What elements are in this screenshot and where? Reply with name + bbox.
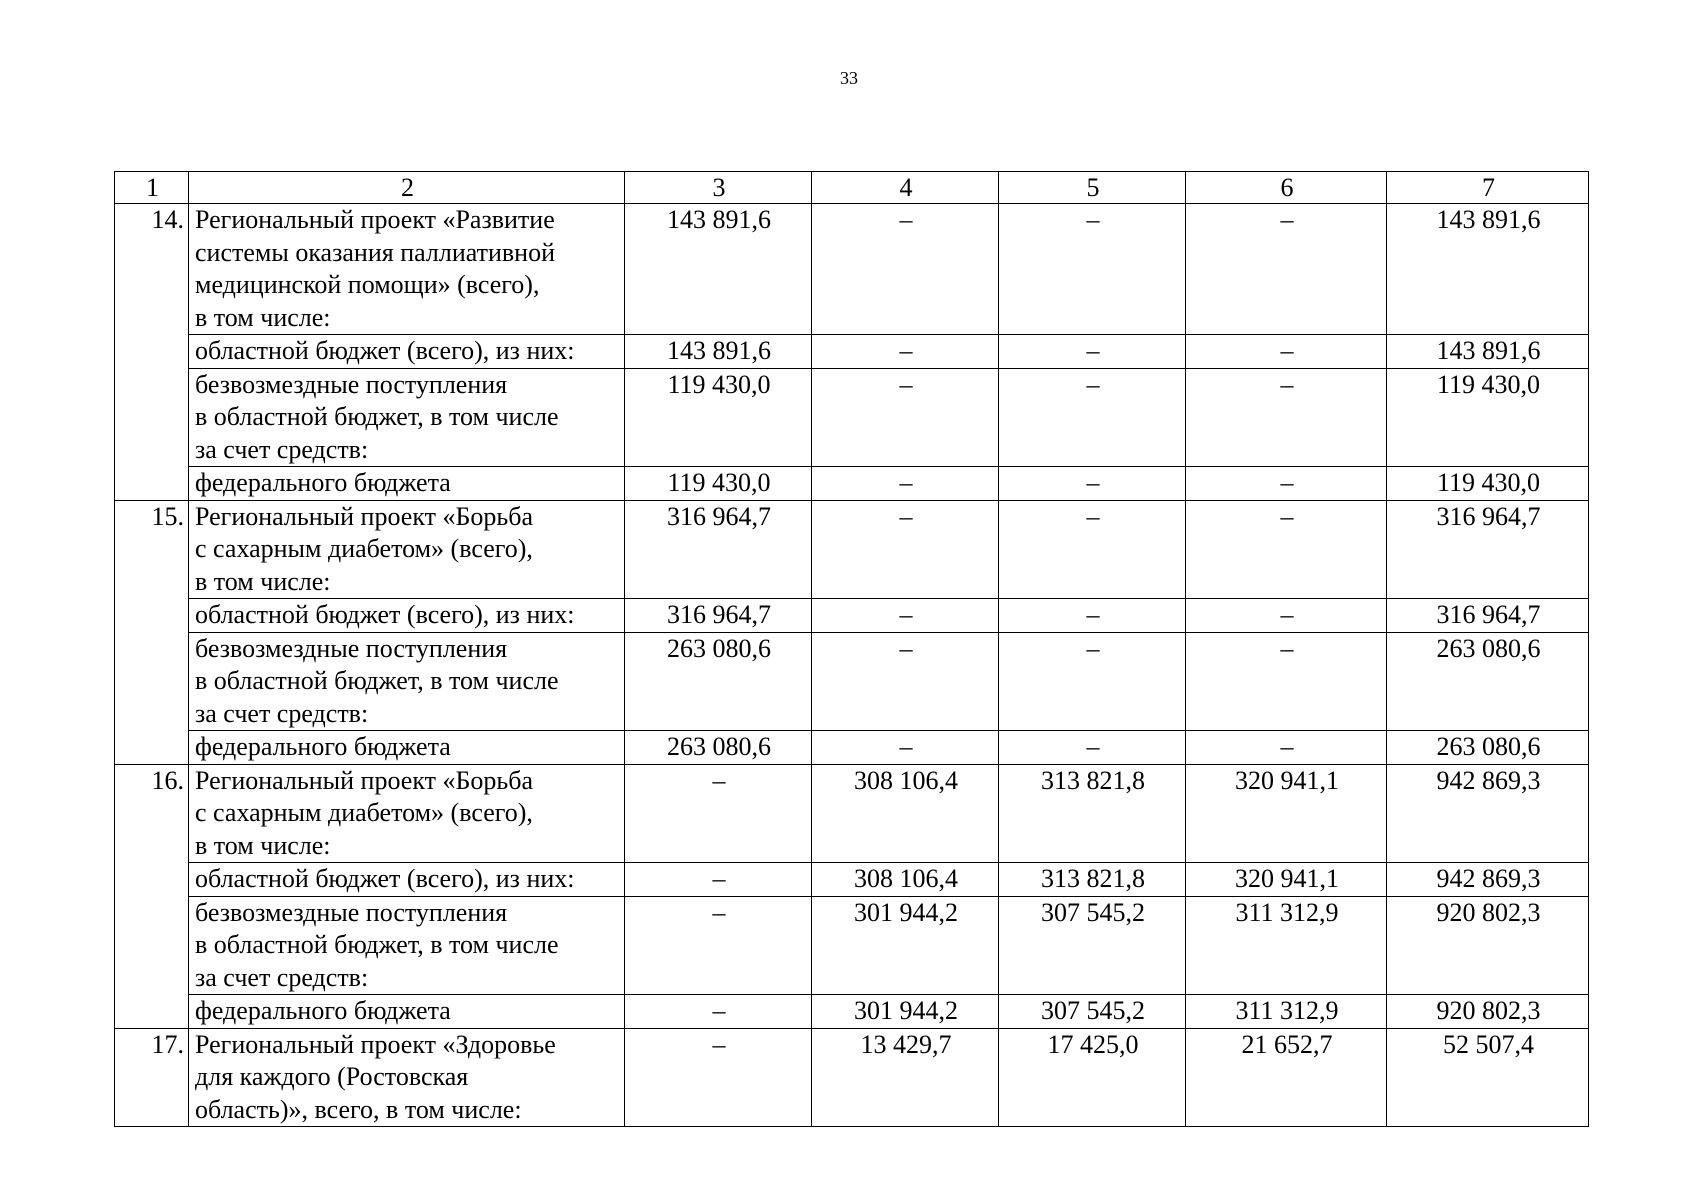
value-cell-col-3: 119 430,0 bbox=[625, 467, 812, 501]
table-row bbox=[115, 632, 1589, 731]
value-cell-col-6: – bbox=[1186, 599, 1387, 633]
value-cell-col-3: 143 891,6 bbox=[625, 204, 812, 335]
value-cell-col-4: – bbox=[812, 632, 999, 731]
value-cell-col-7: 316 964,7 bbox=[1387, 599, 1589, 633]
value-cell-col-4: 301 944,2 bbox=[812, 995, 999, 1029]
row-description: федерального бюджета bbox=[189, 731, 625, 765]
value-cell-col-4: 308 106,4 bbox=[812, 863, 999, 897]
table-row bbox=[115, 500, 1589, 599]
value-cell-col-3: – bbox=[625, 995, 812, 1029]
table-row bbox=[115, 368, 1589, 467]
value-cell-col-6: – bbox=[1186, 500, 1387, 599]
value-cell-col-6: 320 941,1 bbox=[1186, 863, 1387, 897]
value-cell-col-4: 301 944,2 bbox=[812, 896, 999, 995]
value-cell-col-6: 311 312,9 bbox=[1186, 896, 1387, 995]
value-cell-col-3: 316 964,7 bbox=[625, 599, 812, 633]
value-cell-col-5: – bbox=[999, 599, 1186, 633]
value-cell-col-7: 119 430,0 bbox=[1387, 467, 1589, 501]
value-cell-col-3: 143 891,6 bbox=[625, 335, 812, 369]
value-cell-col-3: 263 080,6 bbox=[625, 632, 812, 731]
column-number-row bbox=[115, 172, 1589, 204]
table-row bbox=[115, 731, 1589, 765]
value-cell-col-5: – bbox=[999, 500, 1186, 599]
value-cell-col-7: 920 802,3 bbox=[1387, 896, 1589, 995]
value-cell-col-4: 308 106,4 bbox=[812, 764, 999, 863]
table-row bbox=[115, 599, 1589, 633]
value-cell-col-4: – bbox=[812, 731, 999, 765]
value-cell-col-5: 307 545,2 bbox=[999, 896, 1186, 995]
page-number: 33 bbox=[840, 68, 858, 88]
value-cell-col-5: – bbox=[999, 204, 1186, 335]
value-cell-col-4: – bbox=[812, 500, 999, 599]
value-cell-col-7: 942 869,3 bbox=[1387, 863, 1589, 897]
value-cell-col-4: 13 429,7 bbox=[812, 1028, 999, 1127]
value-cell-col-6: 21 652,7 bbox=[1186, 1028, 1387, 1127]
item-number: 17. bbox=[115, 1028, 189, 1127]
value-cell-col-6: – bbox=[1186, 731, 1387, 765]
table-row bbox=[115, 764, 1589, 863]
value-cell-col-5: – bbox=[999, 632, 1186, 731]
value-cell-col-7: 52 507,4 bbox=[1387, 1028, 1589, 1127]
budget-table bbox=[114, 171, 1589, 1127]
value-cell-col-7: 143 891,6 bbox=[1387, 204, 1589, 335]
value-cell-col-5: 17 425,0 bbox=[999, 1028, 1186, 1127]
table-row bbox=[115, 1028, 1589, 1127]
row-description: безвозмездные поступления в областной бюджет, в том числе за счет средств: bbox=[189, 896, 625, 995]
table-row bbox=[115, 863, 1589, 897]
row-description: Региональный проект «Борьба с сахарным диабетом» (всего), в том числе: bbox=[189, 500, 625, 599]
row-description: Региональный проект «Борьба с сахарным диабетом» (всего), в том числе: bbox=[189, 764, 625, 863]
value-cell-col-3: – bbox=[625, 1028, 812, 1127]
column-header-1: 1 bbox=[115, 172, 189, 204]
value-cell-col-6: 320 941,1 bbox=[1186, 764, 1387, 863]
row-description: Региональный проект «Развитие системы оказания паллиативной медицинской помощи» (всего), в том числе: bbox=[189, 204, 625, 335]
value-cell-col-6: – bbox=[1186, 368, 1387, 467]
value-cell-col-3: 263 080,6 bbox=[625, 731, 812, 765]
value-cell-col-3: – bbox=[625, 863, 812, 897]
value-cell-col-6: 311 312,9 bbox=[1186, 995, 1387, 1029]
value-cell-col-6: – bbox=[1186, 632, 1387, 731]
value-cell-col-7: 942 869,3 bbox=[1387, 764, 1589, 863]
table-row bbox=[115, 995, 1589, 1029]
row-description: безвозмездные поступления в областной бюджет, в том числе за счет средств: bbox=[189, 632, 625, 731]
value-cell-col-5: – bbox=[999, 467, 1186, 501]
value-cell-col-7: 920 802,3 bbox=[1387, 995, 1589, 1029]
column-header-6: 6 bbox=[1186, 172, 1387, 204]
row-description: областной бюджет (всего), из них: bbox=[189, 599, 625, 633]
item-number: 16. bbox=[115, 764, 189, 1028]
value-cell-col-3: – bbox=[625, 896, 812, 995]
value-cell-col-4: – bbox=[812, 599, 999, 633]
column-header-4: 4 bbox=[812, 172, 999, 204]
value-cell-col-3: 316 964,7 bbox=[625, 500, 812, 599]
value-cell-col-7: 263 080,6 bbox=[1387, 632, 1589, 731]
column-header-7: 7 bbox=[1387, 172, 1589, 204]
value-cell-col-7: 119 430,0 bbox=[1387, 368, 1589, 467]
value-cell-col-5: 313 821,8 bbox=[999, 863, 1186, 897]
value-cell-col-6: – bbox=[1186, 204, 1387, 335]
value-cell-col-6: – bbox=[1186, 335, 1387, 369]
row-description: областной бюджет (всего), из них: bbox=[189, 335, 625, 369]
table-row bbox=[115, 335, 1589, 369]
value-cell-col-3: – bbox=[625, 764, 812, 863]
value-cell-col-5: – bbox=[999, 335, 1186, 369]
column-header-5: 5 bbox=[999, 172, 1186, 204]
row-description: безвозмездные поступления в областной бюджет, в том числе за счет средств: bbox=[189, 368, 625, 467]
table-row bbox=[115, 467, 1589, 501]
value-cell-col-7: 316 964,7 bbox=[1387, 500, 1589, 599]
value-cell-col-4: – bbox=[812, 335, 999, 369]
value-cell-col-5: – bbox=[999, 731, 1186, 765]
row-description: федерального бюджета bbox=[189, 467, 625, 501]
value-cell-col-7: 263 080,6 bbox=[1387, 731, 1589, 765]
column-header-2: 2 bbox=[189, 172, 625, 204]
value-cell-col-4: – bbox=[812, 467, 999, 501]
value-cell-col-4: – bbox=[812, 204, 999, 335]
value-cell-col-5: 307 545,2 bbox=[999, 995, 1186, 1029]
value-cell-col-5: – bbox=[999, 368, 1186, 467]
row-description: Региональный проект «Здоровье для каждого (Ростовская область)», всего, в том числе: bbox=[189, 1028, 625, 1127]
column-header-3: 3 bbox=[625, 172, 812, 204]
value-cell-col-4: – bbox=[812, 368, 999, 467]
table-row bbox=[115, 896, 1589, 995]
table-body bbox=[115, 172, 1589, 1127]
item-number: 14. bbox=[115, 204, 189, 501]
row-description: областной бюджет (всего), из них: bbox=[189, 863, 625, 897]
row-description: федерального бюджета bbox=[189, 995, 625, 1029]
value-cell-col-6: – bbox=[1186, 467, 1387, 501]
value-cell-col-3: 119 430,0 bbox=[625, 368, 812, 467]
item-number: 15. bbox=[115, 500, 189, 764]
table-row bbox=[115, 204, 1589, 335]
value-cell-col-5: 313 821,8 bbox=[999, 764, 1186, 863]
value-cell-col-7: 143 891,6 bbox=[1387, 335, 1589, 369]
